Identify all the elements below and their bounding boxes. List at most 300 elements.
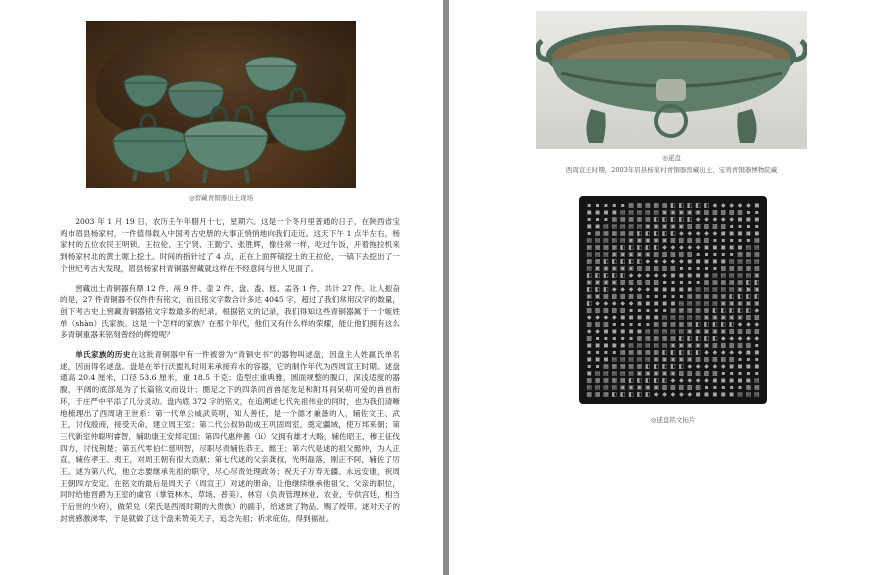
rubbing-glyph: ◆ (704, 349, 709, 356)
rubbing-glyph: ▣ (670, 223, 676, 230)
rubbing-glyph: ◧ (737, 293, 743, 300)
rubbing-glyph: ▣ (586, 279, 593, 286)
rubbing-glyph: ▤ (594, 237, 601, 244)
rubbing-glyph: ◆ (645, 272, 651, 279)
rubbing-glyph: ▣ (619, 384, 626, 391)
rubbing-glyph: ▤ (586, 237, 593, 244)
rubbing-glyph: ▤ (653, 209, 660, 216)
rubbing-glyph: ▣ (720, 328, 727, 335)
rubbing-glyph: ◧ (745, 307, 752, 314)
rubbing-glyph: ▪ (587, 202, 592, 209)
rubbing-glyph: ▤ (594, 251, 601, 258)
rubbing-glyph: ▦ (745, 251, 752, 258)
rubbing-glyph: ◼ (611, 342, 617, 349)
section-lead-term: 单氏家族的历史 (75, 350, 131, 360)
rubbing-glyph: ◆ (645, 258, 651, 265)
rubbing-glyph: ▩ (653, 251, 660, 258)
rubbing-glyph: ▪ (729, 370, 734, 377)
rubbing-glyph: ◼ (754, 349, 760, 356)
rubbing-glyph: ▪ (620, 321, 625, 328)
rubbing-glyph: ▣ (603, 265, 609, 272)
rubbing-glyph: ◆ (729, 335, 734, 342)
rubbing-glyph: ◼ (737, 377, 743, 384)
rubbing-glyph: ◼ (745, 216, 751, 223)
rubbing-glyph: ▪ (679, 293, 684, 300)
rubbing-glyph: ◼ (704, 391, 709, 398)
rubbing-glyph: ▪ (603, 202, 608, 209)
rubbing-glyph: ▤ (603, 370, 609, 377)
rubbing-glyph: ▤ (661, 314, 668, 321)
rubbing-glyph: ◆ (679, 230, 684, 237)
rubbing-glyph: ◆ (603, 314, 609, 321)
rubbing-glyph: ▤ (753, 244, 760, 251)
rubbing-glyph: ▤ (586, 251, 593, 258)
rubbing-glyph: ◧ (661, 230, 668, 237)
rubbing-glyph: ▩ (670, 237, 676, 244)
rubbing-glyph: ▣ (661, 370, 668, 377)
rubbing-glyph: ▣ (670, 370, 676, 377)
rubbing-glyph: ▤ (636, 223, 643, 230)
rubbing-glyph: ◼ (729, 363, 735, 370)
rubbing-glyph: ▪ (754, 356, 759, 363)
rubbing-glyph: ▪ (662, 279, 667, 286)
rubbing-glyph: ▣ (653, 370, 660, 377)
qiu-basin-photo (536, 11, 807, 149)
rubbing-glyph: ▤ (745, 244, 752, 251)
rubbing-glyph: ▦ (594, 244, 601, 251)
rubbing-glyph: ▪ (662, 307, 667, 314)
rubbing-glyph: ◼ (720, 391, 726, 398)
rubbing-glyph: ▣ (678, 223, 685, 230)
rubbing-glyph: ◆ (628, 300, 634, 307)
rubbing-glyph: ◼ (720, 377, 726, 384)
rubbing-glyph: ▤ (686, 314, 693, 321)
rubbing-glyph: ▪ (595, 349, 600, 356)
rubbing-glyph: ▣ (753, 286, 760, 293)
rubbing-glyph: ◆ (712, 349, 718, 356)
rubbing-glyph: ▦ (678, 307, 685, 314)
rubbing-glyph: ◆ (704, 230, 709, 237)
rubbing-glyph: ▪ (704, 265, 709, 272)
rubbing-glyph: ◼ (636, 314, 642, 321)
rubbing-glyph: ▦ (636, 216, 643, 223)
rubbing-glyph: ◆ (720, 216, 726, 223)
rubbing-glyph: ◼ (704, 272, 709, 279)
rubbing-glyph: ▣ (695, 209, 701, 216)
rubbing-glyph: ◧ (728, 321, 735, 328)
rubbing-glyph: ▦ (728, 265, 735, 272)
rubbing-glyph: ◧ (737, 307, 743, 314)
rubbing-glyph: ◧ (661, 363, 668, 370)
rubbing-glyph: ▪ (729, 237, 734, 244)
rubbing-glyph: ◧ (695, 349, 701, 356)
rubbing-glyph: ▪ (595, 363, 600, 370)
rubbing-glyph: ▤ (745, 258, 752, 265)
rubbing-glyph: ◆ (737, 321, 743, 328)
rubbing-glyph: ◼ (754, 216, 760, 223)
rubbing-glyph: ◧ (661, 216, 668, 223)
rubbing-glyph: ◼ (653, 286, 659, 293)
rubbing-glyph: ▪ (654, 293, 659, 300)
rubbing-glyph: ◆ (662, 272, 667, 279)
rubbing-glyph: ▩ (628, 279, 634, 286)
rubbing-glyph: ◼ (737, 216, 743, 223)
rubbing-glyph: ◧ (603, 286, 609, 293)
rubbing-glyph: ▣ (636, 370, 643, 377)
rubbing-glyph: ▩ (728, 356, 735, 363)
rubbing-glyph: ▤ (619, 237, 626, 244)
rubbing-glyph: ▤ (678, 314, 685, 321)
rubbing-glyph: ▦ (686, 321, 693, 328)
rubbing-glyph: ▦ (619, 377, 626, 384)
rubbing-glyph: ▩ (636, 279, 643, 286)
rubbing-glyph: ▦ (753, 237, 760, 244)
rubbing-glyph: ▪ (603, 335, 608, 342)
rubbing-glyph: ▪ (645, 307, 650, 314)
rubbing-glyph: ◼ (737, 230, 743, 237)
rubbing-glyph: ▦ (670, 335, 676, 342)
rubbing-glyph: ▣ (653, 237, 660, 244)
rubbing-glyph: ◧ (670, 230, 676, 237)
rubbing-glyph: ▦ (611, 244, 618, 251)
rubbing-glyph: ▪ (696, 265, 701, 272)
rubbing-glyph: ◧ (603, 272, 609, 279)
rubbing-glyph: ▪ (738, 384, 743, 391)
rubbing-glyph: ▩ (619, 279, 626, 286)
rubbing-glyph: ◧ (645, 363, 651, 370)
rubbing-glyph: ▦ (594, 377, 601, 384)
rubbing-glyph: ◧ (670, 216, 676, 223)
rubbing-glyph: ▣ (753, 272, 760, 279)
rubbing-glyph: ▩ (728, 342, 735, 349)
rubbing-glyph: ▤ (636, 356, 643, 363)
rubbing-glyph: ▣ (603, 279, 609, 286)
rubbing-glyph: ◧ (670, 363, 676, 370)
rubbing-glyph: ◼ (712, 377, 718, 384)
rubbing-glyph: ◆ (712, 216, 718, 223)
rubbing-glyph: ▩ (586, 307, 593, 314)
rubbing-glyph: ◧ (695, 335, 701, 342)
rubbing-glyph: ◼ (586, 223, 592, 230)
rubbing-glyph: ▦ (753, 384, 760, 391)
rubbing-glyph: ▤ (670, 314, 676, 321)
paragraph-2: 窖藏出土青铜器有鼎 12 件、鬲 9 件、壶 2 件，盘、盉、匜、盂各 1 件，共计 27 件。让人振奋的是，27 件青铜器不仅件件有铭文，而且铭文字数合计多达 4045 字，超过了我们常用汉字的数量，创下考古史上窖藏青铜器铭文字数最多的纪录。根据铭文的记录，我们得知这些青铜器属于一个姬姓单（shàn）氏家族。这是一个怎样的家族？在那个年代，他们又有什么样的荣耀，能让他们拥有这么多青铜重器来铭刻曾经的辉煌呢？ (60, 283, 400, 340)
rubbing-glyph: ▩ (712, 342, 718, 349)
rubbing-glyph: ▤ (636, 342, 643, 349)
rubbing-glyph: ◧ (645, 377, 651, 384)
rubbing-glyph: ▩ (712, 356, 718, 363)
rubbing-glyph: ▤ (712, 286, 718, 293)
rubbing-glyph: ◆ (679, 258, 684, 265)
rubbing-glyph: ◼ (720, 230, 726, 237)
rubbing-glyph: ▪ (629, 307, 634, 314)
rubbing-glyph: ▦ (594, 230, 601, 237)
rubbing-glyph: ◆ (712, 202, 718, 209)
rubbing-glyph: ◧ (653, 244, 660, 251)
rubbing-glyph: ▣ (628, 237, 634, 244)
rubbing-glyph: ▪ (704, 384, 709, 391)
rubbing-glyph: ◆ (662, 244, 667, 251)
rubbing-glyph: ▣ (737, 300, 743, 307)
rubbing-glyph: ◆ (754, 335, 760, 342)
rubbing-glyph: ▣ (619, 265, 626, 272)
rubbing-glyph: ▪ (603, 349, 608, 356)
rubbing-glyph: ◧ (712, 307, 718, 314)
rubbing-glyph: ▣ (753, 300, 760, 307)
rubbing-glyph: ▤ (703, 300, 710, 307)
rubbing-glyph: ◧ (645, 391, 651, 398)
rubbing-glyph: ◧ (653, 230, 660, 237)
rubbing-glyph: ◧ (678, 349, 685, 356)
rubbing-glyph: ◆ (737, 335, 743, 342)
rubbing-glyph: ◼ (737, 363, 743, 370)
rubbing-glyph: ◆ (746, 335, 751, 342)
rubbing-glyph: ▣ (586, 293, 593, 300)
rubbing-glyph: ▤ (720, 272, 727, 279)
rubbing-glyph: ▣ (611, 265, 618, 272)
rubbing-glyph: ▪ (754, 209, 759, 216)
rubbing-glyph: ▪ (687, 279, 692, 286)
rubbing-glyph: ▣ (645, 370, 651, 377)
rubbing-glyph: ◆ (662, 391, 667, 398)
rubbing-glyph: ◆ (687, 230, 693, 237)
rubbing-glyph: ▣ (645, 384, 651, 391)
rubbing-glyph: ◆ (628, 286, 634, 293)
rubbing-glyph: ◧ (678, 216, 685, 223)
rubbing-glyph: ▩ (703, 370, 710, 377)
rubbing-glyph: ▩ (695, 370, 701, 377)
rubbing-glyph: ◆ (586, 328, 592, 335)
rubbing-glyph: ▦ (670, 307, 676, 314)
rubbing-glyph: ◆ (628, 272, 634, 279)
rubbing-glyph: ◼ (636, 328, 642, 335)
rubbing-glyph: ◼ (712, 391, 718, 398)
rubbing-glyph: ◧ (720, 307, 727, 314)
rubbing-glyph: ▤ (619, 370, 626, 377)
rubbing-glyph: ▤ (594, 370, 601, 377)
rubbing-glyph: ▦ (586, 377, 593, 384)
rubbing-glyph: ▪ (654, 307, 659, 314)
rubbing-glyph: ◆ (704, 377, 709, 384)
rubbing-glyph: ▪ (595, 216, 600, 223)
rubbing-glyph: ▪ (738, 237, 743, 244)
rubbing-glyph: ▩ (737, 328, 743, 335)
rubbing-glyph: ▦ (603, 377, 609, 384)
rubbing-glyph: ▤ (670, 328, 676, 335)
rubbing-glyph: ▣ (686, 328, 693, 335)
rubbing-glyph: ◼ (745, 230, 751, 237)
rubbing-glyph: ▤ (628, 342, 634, 349)
rubbing-glyph: ◼ (678, 286, 684, 293)
rubbing-glyph: ▩ (603, 321, 609, 328)
rubbing-glyph: ◼ (695, 258, 701, 265)
rubbing-glyph: ▤ (745, 272, 752, 279)
rubbing-glyph: ◆ (687, 363, 693, 370)
rubbing-glyph: ◧ (628, 391, 634, 398)
rubbing-glyph: ▪ (754, 370, 759, 377)
rubbing-glyph: ◆ (662, 258, 667, 265)
rubbing-glyph: ▩ (686, 237, 693, 244)
rubbing-glyph: ▤ (745, 391, 752, 398)
rubbing-glyph: ◼ (636, 300, 642, 307)
rubbing-glyph: ◆ (653, 272, 659, 279)
rubbing-glyph: ▣ (653, 384, 660, 391)
rubbing-glyph: ◼ (704, 258, 709, 265)
rubbing-glyph: ▤ (728, 286, 735, 293)
rubbing-glyph: ▩ (619, 293, 626, 300)
rubbing-glyph: ▪ (746, 209, 751, 216)
rubbing-glyph: ◼ (712, 258, 718, 265)
rubbing-glyph: ▦ (603, 391, 609, 398)
rubbing-glyph: ▣ (737, 286, 743, 293)
rubbing-glyph: ▦ (645, 216, 651, 223)
rubbing-glyph: ▪ (696, 279, 701, 286)
rubbing-glyph: ▣ (686, 342, 693, 349)
rubbing-glyph: ◆ (729, 216, 734, 223)
rubbing-glyph: ▩ (745, 342, 752, 349)
rubbing-glyph: ▦ (703, 279, 710, 286)
rubbing-glyph: ◧ (628, 244, 634, 251)
rubbing-glyph: ▪ (696, 251, 701, 258)
rubbing-glyph: ◼ (611, 209, 617, 216)
rubbing-glyph: ◆ (720, 363, 726, 370)
rubbing-glyph: ◼ (595, 223, 601, 230)
rubbing-glyph: ▣ (695, 328, 701, 335)
rubbing-glyph: ◼ (595, 356, 601, 363)
rubbing-glyph: ▪ (587, 216, 592, 223)
rubbing-glyph: ◼ (745, 349, 751, 356)
rubbing-glyph: ▦ (636, 363, 643, 370)
rubbing-glyph: ◼ (737, 244, 743, 251)
rubbing-glyph: ▣ (670, 342, 676, 349)
rubbing-glyph: ◧ (712, 335, 718, 342)
rubbing-glyph: ◆ (612, 286, 617, 293)
rubbing-glyph: ◧ (611, 272, 618, 279)
paragraph-3-text: 在这批青铜器中有一件被誉为“青铜史书”的器物叫逑盘，因盘主人姓嬴氏单名逑，因而得名逑盘。盘是在举行沃盥礼时用来承接弃水的容器，它的制作年代为西周宣王时期。逑盘通高 20.4 厘米，口径 53.6 厘米，重 18.5 千克；造型庄重典雅，圆面规整的腹口，深浅适度的器腹，平阔的底部是为了长篇铭文而设计；圈足之下的四条同首兽尾龙足和附耳间呆萌可爱的兽首衔环，于庄严中平添了几分灵动。盘内底 372 字的铭文，在追溯逑七代先祖伟业的同时，也为我们清晰地梳理出了西周诸王世系：第一代单公威武英明，知人善任，是一个德才兼备的人，辅佐文王、武王，讨伐殷商，接受天命，建立周王室；第二代公叔协助成王巩固周室，奠定疆域，使万邦来朝；第三代新室仲聪明睿智，辅助康王安邦定国；第四代惠仲盠（lí）父拥有雄才大略，辅佐昭王、穆王征伐四方，讨伐荆楚；第五代零伯仁慈明智，尽职尽责辅佐恭王、懿王；第六代是逑的祖父懿仲，为人正直，辅佐孝王、夷王，对周王朝有很大贡献；第七代逑的父亲龚叔，光明磊落，刚正不阿，辅佐了厉王。逑为第八代，他立志要继承先祖的职守，尽心尽责处理政务；祝天子万寿无疆、永远安康，祝周王朝四方安定。在铭文的最后是周天子（周宣王）对逑的册命，让他继续继承他祖父、父亲的职位，同时给他晋爵为王室的虞官（掌管林木、草场、普美）、林官（负责管理林业、农业，专供宫廷，相当于后世的少府），做荣兑（荣氏是西周时期的大贵族）的副手，给逑赏了物品、赐了绶带。逑对天子的封赏感激涕零，于是就做了这个盘来赞美天子，追念先祖；祈求庇佑，得到福祉。 (60, 350, 401, 523)
rubbing-glyph: ◧ (745, 293, 752, 300)
rubbing-glyph: ▦ (603, 244, 609, 251)
rubbing-glyph: ◧ (594, 272, 601, 279)
rubbing-glyph: ▪ (729, 223, 734, 230)
rubbing-glyph: ▤ (728, 272, 735, 279)
rubbing-glyph: ▩ (712, 370, 718, 377)
rubbing-glyph: ▦ (628, 230, 634, 237)
rubbing-glyph: ▩ (720, 209, 727, 216)
rubbing-glyph: ◆ (620, 300, 626, 307)
rubbing-glyph: ▦ (619, 363, 626, 370)
rubbing-glyph: ◼ (620, 314, 626, 321)
rubbing-glyph: ▩ (728, 328, 735, 335)
rubbing-glyph: ▦ (603, 230, 609, 237)
rubbing-glyph: ▩ (670, 384, 676, 391)
rubbing-glyph: ◧ (670, 202, 676, 209)
rubbing-glyph: ▩ (753, 314, 760, 321)
rubbing-glyph: ▩ (703, 237, 710, 244)
rubbing-glyph: ▦ (753, 265, 760, 272)
left-body-text (60, 216, 400, 533)
rubbing-glyph: ◆ (645, 286, 651, 293)
rubbing-glyph: ◼ (678, 272, 684, 279)
rubbing-glyph: ◼ (653, 300, 659, 307)
rubbing-glyph: ◧ (619, 272, 626, 279)
rubbing-glyph: ▤ (628, 209, 634, 216)
rubbing-glyph: ◼ (754, 202, 760, 209)
rubbing-glyph: ▤ (653, 342, 660, 349)
rubbing-glyph: ▪ (670, 293, 676, 300)
rubbing-glyph: ◧ (611, 391, 618, 398)
rubbing-glyph: ▪ (612, 335, 617, 342)
rubbing-glyph: ◧ (586, 286, 593, 293)
rubbing-glyph: ▪ (729, 251, 734, 258)
rubbing-glyph: ◼ (662, 300, 668, 307)
rubbing-glyph: ▦ (695, 307, 701, 314)
qiu-basin-caption-title: ◎逑盘 (662, 154, 681, 162)
rubbing-glyph: ◧ (619, 258, 626, 265)
rubbing-glyph: ◆ (612, 300, 617, 307)
rubbing-glyph: ▤ (611, 384, 618, 391)
rubbing-glyph: ▪ (620, 335, 625, 342)
rubbing-glyph: ◼ (645, 300, 651, 307)
rubbing-glyph: ◼ (662, 286, 668, 293)
rubbing-glyph: ▩ (653, 279, 660, 286)
rubbing-glyph: ▣ (678, 356, 685, 363)
rubbing-glyph: ▦ (661, 202, 668, 209)
rubbing-glyph: ▩ (661, 251, 668, 258)
rubbing-glyph: ▤ (661, 328, 668, 335)
rubbing-glyph: ◆ (712, 230, 718, 237)
rubbing-glyph: ◧ (678, 202, 685, 209)
rubbing-glyph: ▦ (645, 202, 651, 209)
rubbing-glyph: ◧ (603, 258, 609, 265)
rubbing-glyph: ▦ (712, 293, 718, 300)
rubbing-glyph: ▪ (721, 237, 726, 244)
rubbing-glyph: ◧ (653, 216, 660, 223)
inscription-rubbing (579, 196, 767, 404)
rubbing-glyph: ◆ (746, 202, 751, 209)
rubbing-glyph: ▩ (619, 307, 626, 314)
rubbing-glyph: ▣ (594, 293, 601, 300)
rubbing-glyph: ▪ (704, 251, 709, 258)
rubbing-glyph: ▦ (619, 230, 626, 237)
rubbing-glyph: ▣ (645, 223, 651, 230)
rubbing-glyph: ▩ (586, 335, 593, 342)
rubbing-glyph: ▪ (612, 349, 617, 356)
rubbing-glyph: ▦ (737, 265, 743, 272)
rubbing-glyph: ▩ (695, 237, 701, 244)
rubbing-glyph: ◆ (729, 202, 734, 209)
rubbing-glyph: ◼ (586, 370, 592, 377)
rubbing-glyph: ▦ (695, 293, 701, 300)
rubbing-glyph: ▣ (628, 384, 634, 391)
rubbing-glyph: ◆ (586, 314, 592, 321)
rubbing-glyph: ◼ (729, 391, 735, 398)
rubbing-glyph: ◼ (645, 314, 651, 321)
rubbing-glyph: ▪ (620, 202, 625, 209)
rubbing-glyph: ▩ (611, 293, 618, 300)
rubbing-glyph: ◼ (603, 342, 609, 349)
rubbing-glyph: ◆ (704, 363, 709, 370)
rubbing-glyph: ◆ (653, 391, 659, 398)
rubbing-glyph: ◼ (586, 342, 592, 349)
rubbing-glyph: ▣ (728, 314, 735, 321)
rubbing-glyph: ▦ (636, 335, 643, 342)
rubbing-glyph: ◧ (753, 293, 760, 300)
rubbing-glyph: ◧ (586, 272, 593, 279)
rubbing-glyph: ▪ (587, 349, 592, 356)
rubbing-glyph: ▦ (611, 230, 618, 237)
rubbing-glyph: ◆ (720, 202, 726, 209)
rubbing-glyph: ▪ (645, 321, 650, 328)
